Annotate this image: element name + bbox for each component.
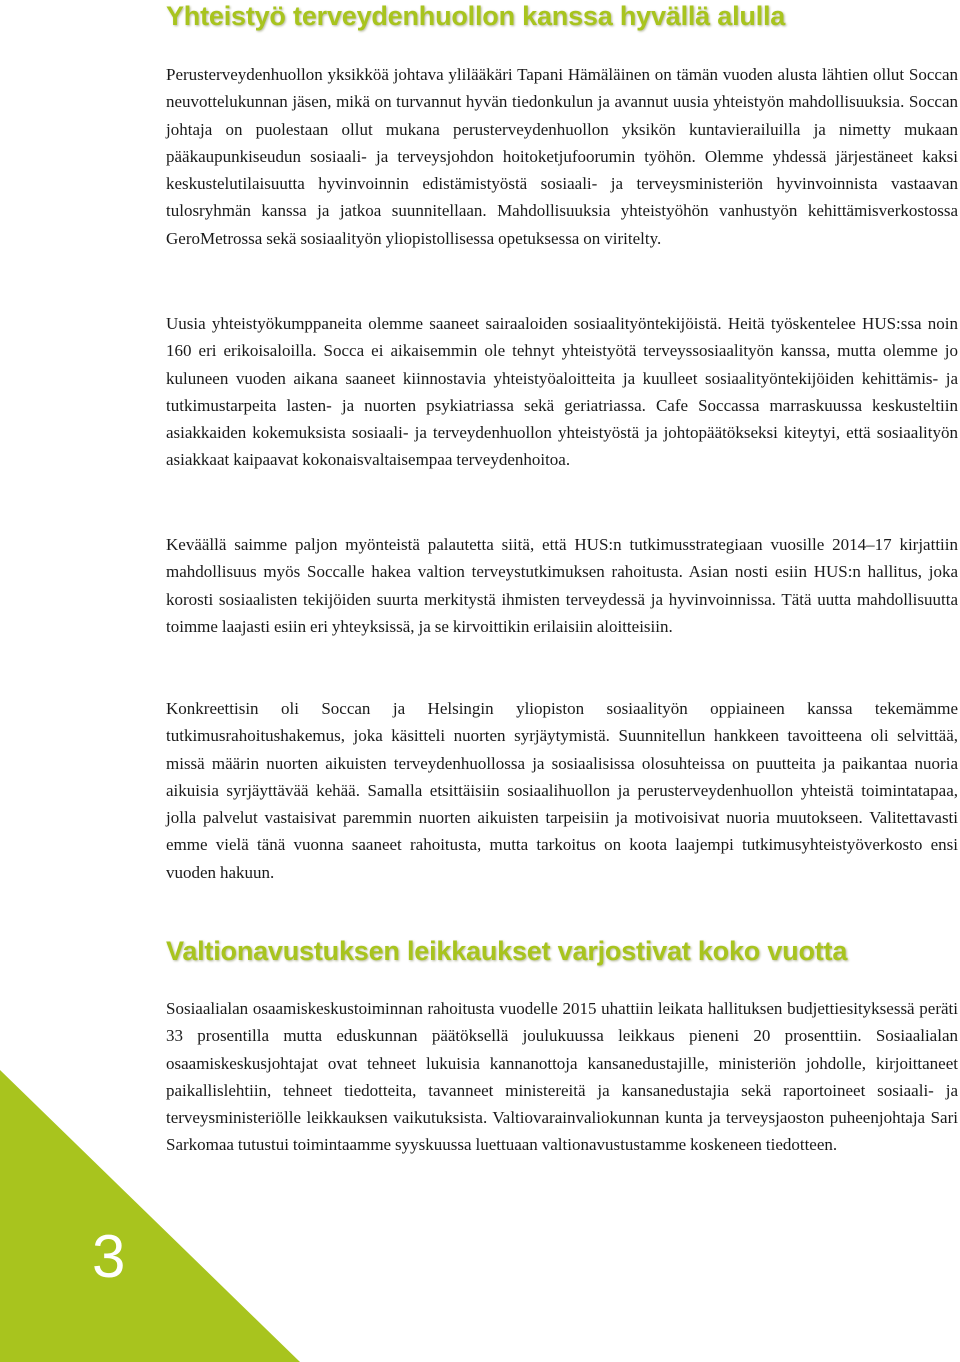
page-number: 3	[92, 1223, 126, 1290]
paragraph: Keväällä saimme paljon myönteistä palautetta siitä, että HUS:n tutkimusstrategiaan vuosille 2014–17 kirjattiin mahdollisuus myös Soccalle hakea valtion terveystutkimuksen rahoitusta. Asian nosti esiin HUS:n hallitus, joka korosti sosiaalisten tekijöiden suurta merkitystä ihmisten terveydessä ja hyvinvoinnissa. Tätä uutta mahdollisuutta toimme laajasti esiin eri yhteyksissä, ja se kirvoittikin erilaisiin aloitteisiin.	[166, 535, 958, 636]
paragraph: Sosiaalialan osaamiskeskustoiminnan rahoitusta vuodelle 2015 uhattiin leikata hallituksen budjettiesityksessä peräti 33 prosentilla mutta eduskunnan päätöksellä joulukuussa leikkaus pieneni 20 prosenttiin. Sosiaalialan osaamiskeskusjohtajat ovat tehneet lukuisia kannanottoja kansanedustajille, ministeriön johdolle, kirjoittaneet paikallislehtiin, tehneet tiedotteita, tavanneet ministereitä ja kansanedustajia sekä raportoineet sosiaali- ja terveysministeriölle leikkauksen vaikutuksista. Valtiovarainvaliokunnan kunta ja terveysjaoston puheenjohtaja Sari Sarkomaa tutustui toimintaamme syyskuussa luettuaan valtionavustustamme koskeneen tiedotteen.	[166, 999, 958, 1155]
paragraph: Konkreettisin oli Soccan ja Helsingin yliopiston sosiaalityön oppiaineen kanssa tekemämme tutkimusrahoitushakemus, joka käsitteli nuorten syrjäytymistä. Suunnitellun hankkeen tavoitteena oli selvittää, missä määrin nuorten aikuisten terveydenhuollossa ja sosiaalisissa olosuhteissa on puutteita ja paikantaa nuoria aikuisia syrjäyttävää kehää. Samalla etsittäisiin sosiaalihuollon ja perusterveydenhuollon yhteistä toimintatapaa, jolla palvelut vastaisivat paremmin nuorten aikuisten tarpeisiin ja motivoisivat nuoria muutokseen. Valitettavasti emme vielä tänä vuonna saaneet rahoitusta, mutta tarkoitus on koota laajempi tutkimusyhteistyöverkosto ensi vuoden hakuun.	[166, 699, 958, 882]
paragraph: Perusterveydenhuollon yksikköä johtava ylilääkäri Tapani Hämäläinen on tämän vuoden alusta lähtien ollut Soccan neuvottelukunnan jäsen, mikä on turvannut hyvän tiedonkulun ja avannut uusia yhteistyön mahdollisuuksia. Soccan johtaja on puolestaan ollut mukana perusterveydenhuollon yksikön kuntavierailuilla ja nimetty mukaan pääkaupunkiseudun sosiaali- ja terveysjohdon hoitoketjufoorumin työhön. Olemme yhdessä järjestäneet kaksi keskustelutilaisuutta hyvinvoinnin edistämistyöstä sosiaali- ja terveysministeriön hyvinvoinnista vastaavan tulosryhmän kanssa ja jatkoa suunnitellaan. Mahdollisuuksia yhteistyöhön vanhustyön kehittämisverkostossa GeroMetrossa sekä sosiaalityön yliopistollisessa opetuksessa on viritelty.	[166, 65, 958, 248]
corner-triangle-decoration	[0, 1070, 300, 1362]
paragraph: Uusia yhteistyökumppaneita olemme saaneet sairaaloiden sosiaalityöntekijöistä. Heitä työskentelee HUS:ssa noin 160 eri erikoisaloilla. Socca ei aikaisemmin ole tehnyt yhteistyötä terveyssosiaalityön kanssa, mutta olemme jo kuluneen vuoden aikana saaneet kiinnostavia yhteistyöaloitteita ja kuulleet sosiaalityöntekijöiden kehittämis- ja tutkimustarpeita lasten- ja nuorten psykiatriassa sekä geriatriassa. Cafe Soccassa marraskuussa keskusteltiin asiakkaiden kokemuksista sosiaali- ja terveydenhuollon yhteistyöstä ja johtopäätökseksi kiteytyi, että sosiaalityön asiakkaat kaipaavat kokonaisvaltaisempaa terveydenhoitoa.	[166, 314, 958, 470]
section-heading-cooperation: Yhteistyö terveydenhuollon kanssa hyvällä alulla	[166, 1, 786, 31]
section-heading-state-subsidy: Valtionavustuksen leikkaukset varjostivat koko vuotta	[166, 936, 848, 966]
